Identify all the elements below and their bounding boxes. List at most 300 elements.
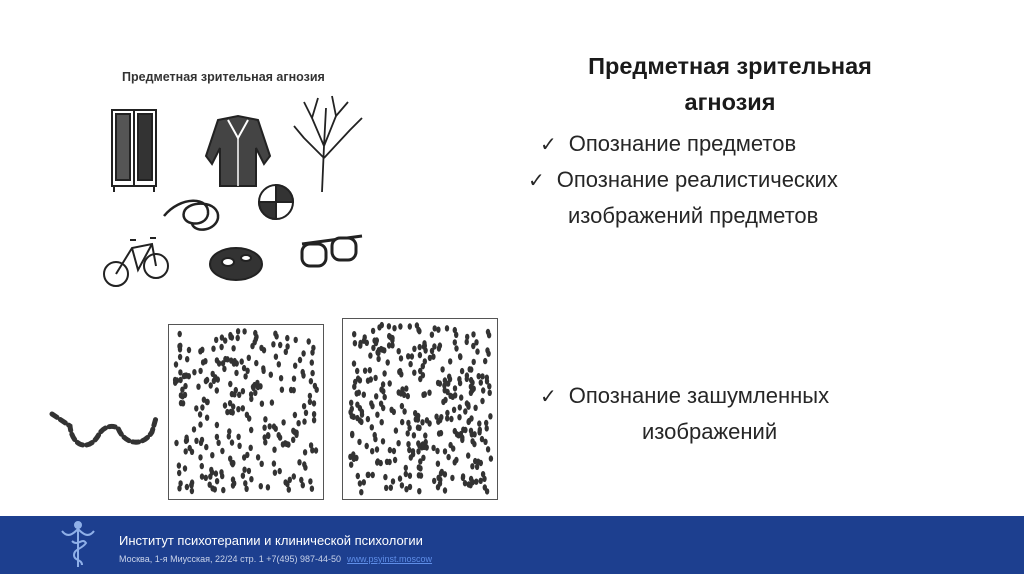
glasses-drawing xyxy=(302,236,362,266)
noise-dot xyxy=(253,390,257,396)
noise-dot xyxy=(397,348,401,354)
noise-dot xyxy=(253,330,257,336)
noise-dot xyxy=(479,478,483,484)
noise-dot xyxy=(266,484,270,490)
noise-dot xyxy=(260,401,264,407)
noise-dot xyxy=(178,354,182,360)
noise-dot xyxy=(410,353,414,359)
noise-dot xyxy=(301,482,305,488)
noise-dot xyxy=(291,437,295,443)
noise-dot xyxy=(437,430,441,436)
noise-dot xyxy=(350,413,354,419)
noise-dot xyxy=(353,379,357,385)
noise-dot xyxy=(472,359,476,365)
noise-dot xyxy=(381,438,385,444)
noise-dot xyxy=(245,452,249,458)
noise-dot xyxy=(204,444,208,450)
noise-dot xyxy=(177,485,181,491)
noise-dot xyxy=(448,376,452,382)
noise-dot xyxy=(209,382,213,388)
noise-dot xyxy=(200,347,204,353)
noise-dot xyxy=(285,335,289,341)
noise-dot xyxy=(177,462,181,468)
noise-dot xyxy=(391,478,395,484)
noise-dot xyxy=(310,349,314,355)
noise-dot xyxy=(470,463,474,469)
noise-dot xyxy=(383,394,387,400)
noise-dot xyxy=(278,342,282,348)
noise-dot xyxy=(466,419,470,425)
noisy-images-figure xyxy=(40,318,510,502)
list-item-3-continued xyxy=(642,414,777,450)
noise-dot xyxy=(350,432,354,438)
noise-dot xyxy=(256,384,260,390)
noise-dot xyxy=(406,441,410,447)
noise-dot xyxy=(488,413,492,419)
noise-dot xyxy=(355,402,359,408)
noise-dot xyxy=(375,412,379,418)
noise-dot xyxy=(301,369,305,375)
tree-drawing xyxy=(294,96,362,192)
noise-dot xyxy=(484,420,488,426)
address-text: Москва, 1-я Миусская, 22/24 стр. 1 +7(495) 987-44-50 xyxy=(119,554,342,564)
noise-dot xyxy=(433,325,437,331)
noise-dot xyxy=(190,449,194,455)
noise-dot xyxy=(228,381,232,387)
noise-dot xyxy=(352,360,356,366)
noise-dot xyxy=(480,398,484,404)
noise-dot xyxy=(418,458,422,464)
noise-dot xyxy=(247,355,251,361)
noise-dot xyxy=(412,346,416,352)
noise-dot xyxy=(362,479,366,485)
noise-dot xyxy=(454,345,458,351)
noise-dot xyxy=(472,386,476,392)
noise-dot xyxy=(281,419,285,425)
noise-dot xyxy=(236,335,240,341)
noise-dot xyxy=(308,478,312,484)
noise-dot xyxy=(222,366,226,372)
noise-dot xyxy=(392,409,396,415)
noise-dot xyxy=(215,422,219,428)
noise-dot xyxy=(192,426,196,432)
noise-dot xyxy=(293,363,297,369)
noise-dot xyxy=(183,465,187,471)
noise-dot xyxy=(228,334,232,340)
noise-dot xyxy=(413,410,417,416)
noise-dot xyxy=(386,359,390,365)
noise-dot xyxy=(423,432,427,438)
noise-dot xyxy=(213,486,217,492)
noise-dot xyxy=(418,344,422,350)
noise-dot xyxy=(355,368,359,374)
glasses-dotted-outline xyxy=(48,400,168,460)
noise-dot xyxy=(200,473,204,479)
noise-dot xyxy=(452,407,456,413)
snake-drawing xyxy=(164,201,218,230)
noise-dot xyxy=(184,448,188,454)
noise-dot xyxy=(483,439,487,445)
noise-dot xyxy=(259,483,263,489)
noise-dot xyxy=(438,342,442,348)
noise-dot xyxy=(363,334,367,340)
noise-dot xyxy=(422,340,426,346)
noise-dot xyxy=(417,472,421,478)
noise-dot xyxy=(436,475,440,481)
noise-dot xyxy=(301,350,305,356)
list-item-3-text-line-2: изображений xyxy=(642,419,778,444)
noise-dot xyxy=(284,349,288,355)
noise-dot xyxy=(488,390,492,396)
noise-dot xyxy=(185,484,189,490)
noise-dot xyxy=(174,361,178,367)
noise-dot xyxy=(381,381,385,387)
noise-dot xyxy=(302,403,306,409)
noise-dot xyxy=(412,370,416,376)
noise-dot xyxy=(366,378,370,384)
noise-dot xyxy=(430,332,434,338)
noise-dot xyxy=(408,323,412,329)
noise-dot xyxy=(380,347,384,353)
noise-dot xyxy=(232,391,236,397)
noise-dot xyxy=(431,354,435,360)
noise-dot xyxy=(436,380,440,386)
noise-dot xyxy=(312,411,316,417)
noise-dot xyxy=(356,473,360,479)
heading-line-2: агнозия xyxy=(684,89,776,115)
noise-dot xyxy=(260,461,264,467)
noise-dot xyxy=(254,360,258,366)
institute-name: Институт психотерапии и клинической психологии xyxy=(119,533,423,548)
noise-dot xyxy=(424,439,428,445)
noise-dot xyxy=(445,325,449,331)
noise-dot xyxy=(308,393,312,399)
noise-dot xyxy=(244,486,248,492)
noise-dot xyxy=(398,475,402,481)
noise-dot xyxy=(443,487,447,493)
noise-dot xyxy=(398,323,402,329)
noise-dot xyxy=(231,403,235,409)
noise-dot xyxy=(304,410,308,416)
noise-dot xyxy=(389,485,393,491)
noise-dot xyxy=(220,334,224,340)
noise-dot xyxy=(411,448,415,454)
noise-dot xyxy=(358,480,362,486)
noise-dot xyxy=(234,370,238,376)
noise-dot xyxy=(467,481,471,487)
noise-dot xyxy=(200,463,204,469)
noise-dot xyxy=(313,383,317,389)
check-icon: ✓ xyxy=(540,132,557,156)
noise-dot xyxy=(220,448,224,454)
noise-dot xyxy=(459,394,463,400)
noise-dot xyxy=(277,361,281,367)
noise-dot xyxy=(390,342,394,348)
noise-dot xyxy=(485,347,489,353)
noise-dot xyxy=(249,396,253,402)
list-item-1 xyxy=(540,126,796,162)
noise-dot xyxy=(399,355,403,361)
noise-dot xyxy=(221,360,225,366)
list-item-2-text-line-1: Опознание реалистических xyxy=(556,167,838,192)
noise-dot xyxy=(247,468,251,474)
noise-dot xyxy=(384,485,388,491)
noise-dot xyxy=(371,328,375,334)
noise-dot xyxy=(427,390,431,396)
noise-dot xyxy=(280,387,284,393)
noise-dot xyxy=(409,454,413,460)
noise-dot xyxy=(407,447,411,453)
noise-dot xyxy=(205,399,209,405)
noise-dot xyxy=(388,447,392,453)
noise-dot xyxy=(446,454,450,460)
noise-dot xyxy=(198,421,202,427)
noise-dot xyxy=(236,434,240,440)
noise-dot xyxy=(231,345,235,351)
noise-dot xyxy=(443,397,447,403)
noise-dot xyxy=(214,337,218,343)
noise-dot xyxy=(241,405,245,411)
noise-dot xyxy=(417,425,421,431)
noise-dot xyxy=(435,448,439,454)
noise-dot xyxy=(219,469,223,475)
noise-dot xyxy=(388,380,392,386)
noise-dot xyxy=(375,446,379,452)
coat-drawing xyxy=(206,116,270,186)
noise-dot xyxy=(373,375,377,381)
noise-dot xyxy=(485,425,489,431)
noise-dot xyxy=(445,415,449,421)
noise-dot xyxy=(359,419,363,425)
noise-dot xyxy=(249,476,253,482)
noise-dot xyxy=(360,409,364,415)
noise-dot xyxy=(371,472,375,478)
noise-dot xyxy=(289,387,293,393)
noise-dot xyxy=(450,475,454,481)
noise-dot xyxy=(262,425,266,431)
noise-dot xyxy=(423,347,427,353)
noise-dot xyxy=(227,433,231,439)
noise-dot xyxy=(217,360,221,366)
noise-dot xyxy=(270,399,274,405)
noise-dot xyxy=(221,487,225,493)
noise-dot xyxy=(436,461,440,467)
noise-dot xyxy=(368,352,372,358)
noise-dot xyxy=(179,400,183,406)
noise-dot xyxy=(483,358,487,364)
noise-dot xyxy=(473,405,477,411)
noise-dot xyxy=(303,449,307,455)
noise-dot xyxy=(454,457,458,463)
noise-dot xyxy=(414,416,418,422)
noise-dot xyxy=(408,473,412,479)
noise-dot xyxy=(216,440,220,446)
noise-dot xyxy=(396,440,400,446)
pastry-drawing xyxy=(210,248,262,280)
noise-dot xyxy=(465,339,469,345)
noise-dot xyxy=(229,409,233,415)
noise-dot xyxy=(358,377,362,383)
noise-dot xyxy=(184,372,188,378)
noise-dot xyxy=(189,482,193,488)
website-link[interactable]: www.psyinst.moscow xyxy=(347,554,433,564)
noise-dot xyxy=(392,448,396,454)
noise-dot xyxy=(357,390,361,396)
noise-dot xyxy=(253,339,257,345)
wardrobe-drawing xyxy=(112,110,156,192)
noise-dot xyxy=(443,471,447,477)
noise-dot xyxy=(370,448,374,454)
ball-drawing xyxy=(259,185,293,219)
noise-dot xyxy=(312,400,316,406)
noise-dot xyxy=(406,430,410,436)
noise-dot xyxy=(230,439,234,445)
noise-dot xyxy=(178,331,182,337)
noise-dot xyxy=(463,427,467,433)
noise-dot xyxy=(353,340,357,346)
noise-dot xyxy=(404,465,408,471)
noise-dot xyxy=(457,414,461,420)
noise-dot xyxy=(298,357,302,363)
noise-dot xyxy=(404,471,408,477)
noise-dot xyxy=(404,486,408,492)
noise-dot xyxy=(349,400,353,406)
noise-dot xyxy=(469,366,473,372)
noise-dot xyxy=(469,428,473,434)
noise-dot xyxy=(241,473,245,479)
noise-dot xyxy=(291,428,295,434)
noise-dot xyxy=(420,419,424,425)
noise-dot xyxy=(352,331,356,337)
noise-dot xyxy=(475,348,479,354)
noise-dot xyxy=(485,378,489,384)
heading-line-1: Предметная зрительная xyxy=(588,53,872,79)
slide-heading xyxy=(520,48,940,120)
list-item-2 xyxy=(528,162,838,198)
noise-dot xyxy=(236,406,240,412)
noise-dot xyxy=(479,379,483,385)
noise-dot xyxy=(457,376,461,382)
noise-dot xyxy=(471,343,475,349)
list-item-2-continued xyxy=(568,198,818,234)
noise-dot xyxy=(417,488,421,494)
noise-dot xyxy=(269,372,273,378)
list-item-3 xyxy=(540,378,829,414)
noise-dot xyxy=(268,423,272,429)
noise-dot xyxy=(357,439,361,445)
noise-dot xyxy=(194,405,198,411)
noise-dot xyxy=(376,356,380,362)
noise-dot xyxy=(366,472,370,478)
noise-dot xyxy=(232,360,236,366)
noise-dot xyxy=(478,427,482,433)
noise-dot xyxy=(379,401,383,407)
noise-dots xyxy=(169,325,323,499)
noise-dot xyxy=(274,354,278,360)
noise-dot xyxy=(456,432,460,438)
noise-dot xyxy=(489,455,493,461)
noise-dot xyxy=(211,346,215,352)
noise-dot xyxy=(231,460,235,466)
noise-dot xyxy=(443,448,447,454)
noise-dot xyxy=(179,392,183,398)
noise-dot xyxy=(307,338,311,344)
noise-dot xyxy=(214,470,218,476)
noise-dot xyxy=(362,392,366,398)
noise-dot xyxy=(205,377,209,383)
noise-dot xyxy=(416,327,420,333)
noise-dot xyxy=(262,347,266,353)
noise-dot xyxy=(310,359,314,365)
noise-dot xyxy=(237,392,241,398)
noise-dot xyxy=(208,482,212,488)
noise-dot xyxy=(417,442,421,448)
noise-dot xyxy=(368,367,372,373)
noise-dot xyxy=(371,345,375,351)
footer xyxy=(0,516,1024,574)
noise-dot xyxy=(309,378,313,384)
noise-dot xyxy=(231,482,235,488)
noise-dot xyxy=(453,392,457,398)
check-icon: ✓ xyxy=(528,168,545,192)
noise-dot xyxy=(287,486,291,492)
noise-dot xyxy=(215,478,219,484)
noise-dot xyxy=(272,423,276,429)
noise-dot xyxy=(190,488,194,494)
noise-dot xyxy=(408,361,412,367)
noise-dot xyxy=(192,369,196,375)
noise-dot xyxy=(417,464,421,470)
noise-dot xyxy=(439,414,443,420)
object-drawings xyxy=(100,68,372,300)
noise-dot xyxy=(412,432,416,438)
noise-dot xyxy=(294,337,298,343)
noise-dot xyxy=(187,347,191,353)
noise-dot xyxy=(400,403,404,409)
noise-dot xyxy=(470,438,474,444)
noise-dot xyxy=(366,416,370,422)
noise-dot xyxy=(242,467,246,473)
noise-dot xyxy=(185,356,189,362)
noise-dot xyxy=(271,341,275,347)
noise-dot xyxy=(436,327,440,333)
noise-dot xyxy=(393,457,397,463)
noise-dot xyxy=(373,436,377,442)
noise-dot xyxy=(205,415,209,421)
noise-dot xyxy=(440,366,444,372)
noise-dot xyxy=(210,469,214,475)
noise-dot xyxy=(240,358,244,364)
noise-dot xyxy=(243,373,247,379)
bicycle-drawing xyxy=(104,238,168,286)
noise-dot xyxy=(480,373,484,379)
noise-dot xyxy=(349,462,353,468)
noise-dot xyxy=(453,339,457,345)
noise-dot xyxy=(465,400,469,406)
noise-dot xyxy=(365,340,369,346)
noise-dot xyxy=(177,470,181,476)
noise-dot xyxy=(303,464,307,470)
noise-dot xyxy=(310,486,314,492)
noise-dot xyxy=(363,368,367,374)
noise-dot xyxy=(400,419,404,425)
noise-dot xyxy=(201,359,205,365)
noise-dot xyxy=(198,368,202,374)
noise-dot xyxy=(242,328,246,334)
noise-dot xyxy=(184,435,188,441)
noise-dot xyxy=(314,447,318,453)
noise-dot xyxy=(194,438,198,444)
